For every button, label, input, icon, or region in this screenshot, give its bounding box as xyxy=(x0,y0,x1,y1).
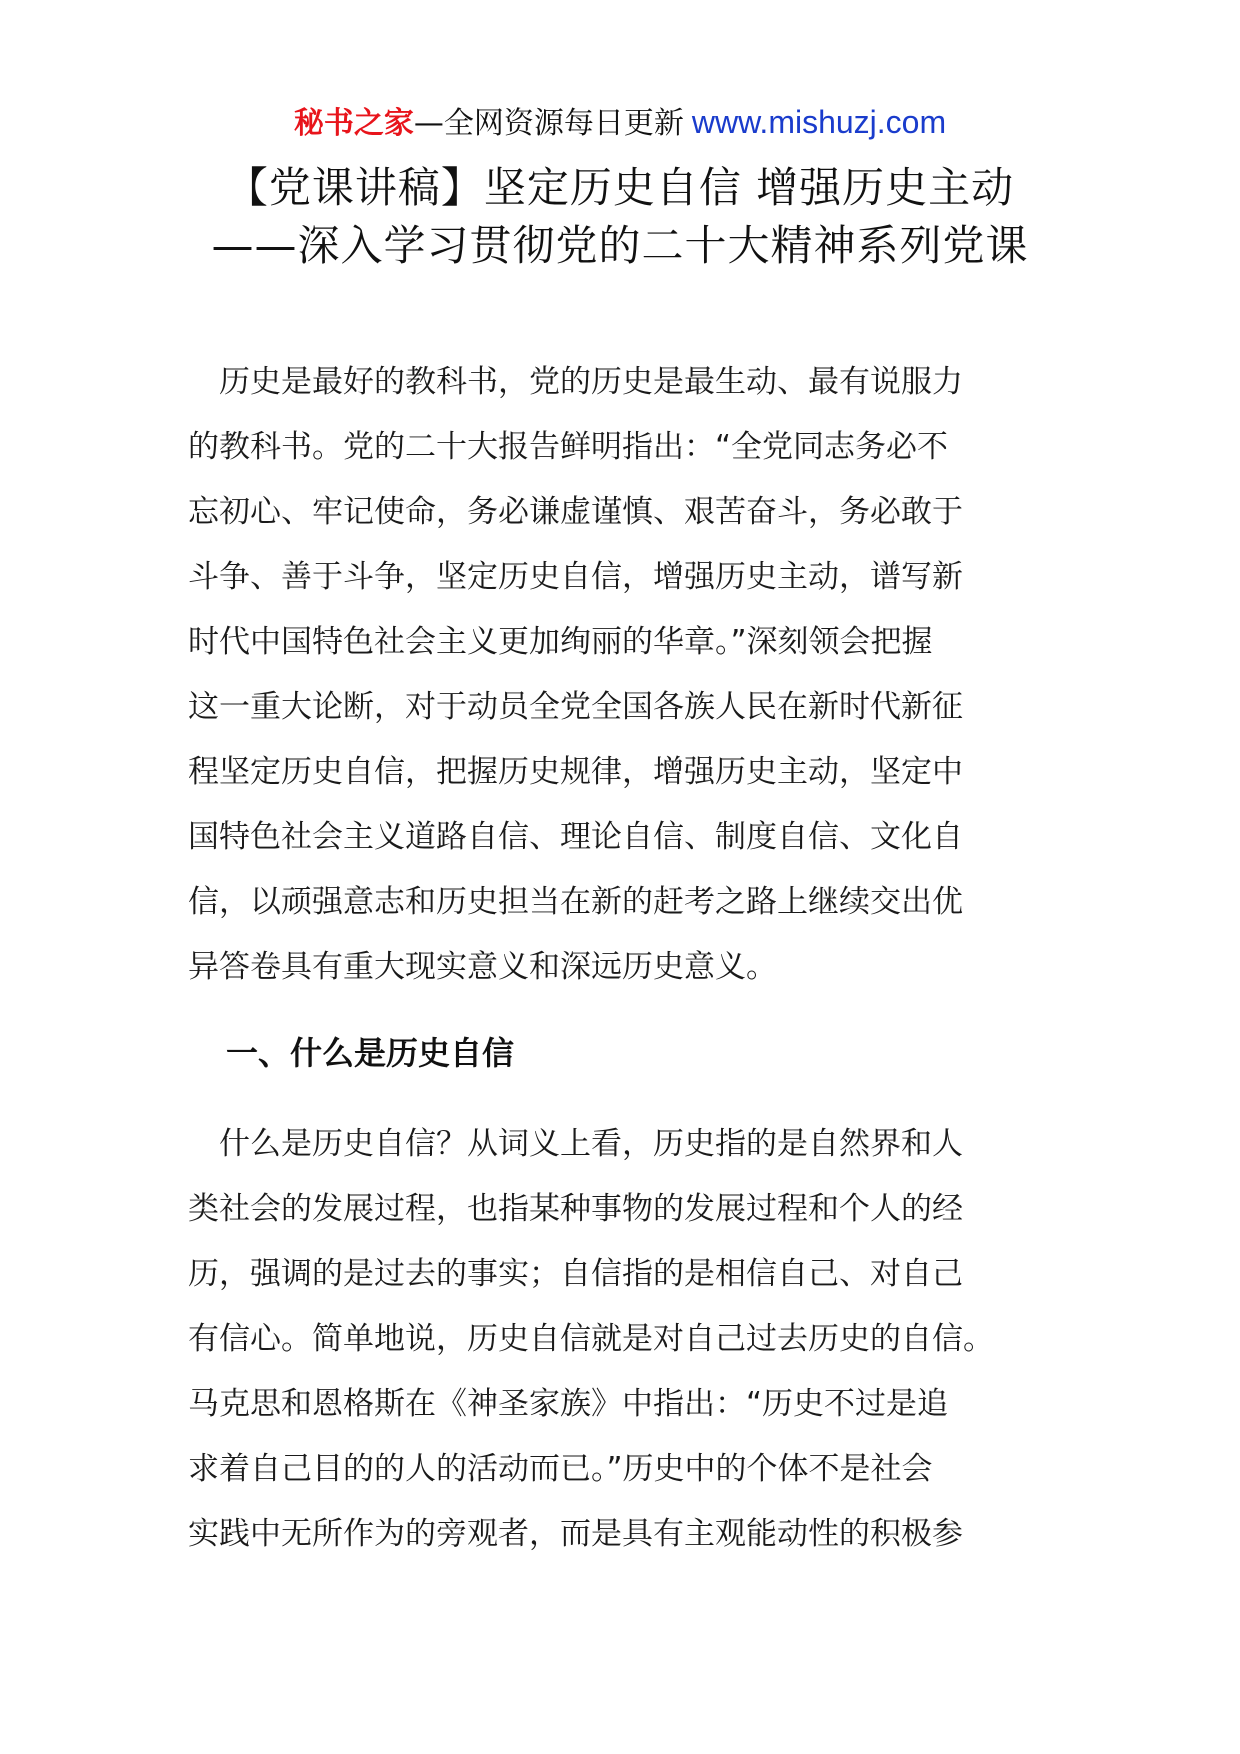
header-tagline: —全网资源每日更新 xyxy=(413,106,684,141)
text-line: 忘初心、牢记使命，务必谦虚谨慎、艰苦奋斗，务必敢于 xyxy=(188,494,963,530)
document-title: 【党课讲稿】坚定历史自信 增强历史主动 xyxy=(225,163,1015,212)
text-line: 马克思和恩格斯在《神圣家族》中指出：“历史不过是追 xyxy=(188,1386,949,1422)
text-line: 历史是最好的教科书，党的历史是最生动、最有说服力 xyxy=(188,364,963,400)
site-header xyxy=(0,100,1240,146)
text-line: 异答卷具有重大现实意义和深远历史意义。 xyxy=(188,949,777,985)
site-url-link[interactable]: www.mishuzj.com xyxy=(691,104,947,140)
brand-name: 秘书之家 xyxy=(293,106,414,141)
text-line: 什么是历史自信？从词义上看，历史指的是自然界和人 xyxy=(188,1126,963,1162)
text-line: 时代中国特色社会主义更加绚丽的华章。”深刻领会把握 xyxy=(188,624,933,660)
text-line: 信，以顽强意志和历史担当在新的赶考之路上继续交出优 xyxy=(188,884,963,920)
text-line: 历，强调的是过去的事实；自信指的是相信自己、对自己 xyxy=(188,1256,963,1292)
text-line: 程坚定历史自信，把握历史规律，增强历史主动，坚定中 xyxy=(188,754,963,790)
text-line: 有信心。简单地说，历史自信就是对自己过去历史的自信。 xyxy=(188,1321,994,1357)
paragraph-definition xyxy=(188,1112,1058,1567)
text-line: 求着自己目的的人的活动而已。”历史中的个体不是社会 xyxy=(188,1451,933,1487)
text-line: 类社会的发展过程，也指某种事物的发展过程和个人的经 xyxy=(188,1191,963,1227)
text-line: 这一重大论断，对于动员全党全国各族人民在新时代新征 xyxy=(188,689,963,725)
paragraph-intro xyxy=(188,350,1058,1000)
text-line: 实践中无所作为的旁观者，而是具有主观能动性的积极参 xyxy=(188,1516,963,1552)
text-line: 国特色社会主义道路自信、理论自信、制度自信、文化自 xyxy=(188,819,963,855)
text-line: 的教科书。党的二十大报告鲜明指出：“全党同志务必不 xyxy=(188,429,949,465)
text-line: 斗争、善于斗争，坚定历史自信，增强历史主动，谱写新 xyxy=(188,559,963,595)
section-heading: 一、什么是历史自信 xyxy=(226,1034,515,1072)
document-subtitle: ——深入学习贯彻党的二十大精神系列党课 xyxy=(211,221,1029,270)
